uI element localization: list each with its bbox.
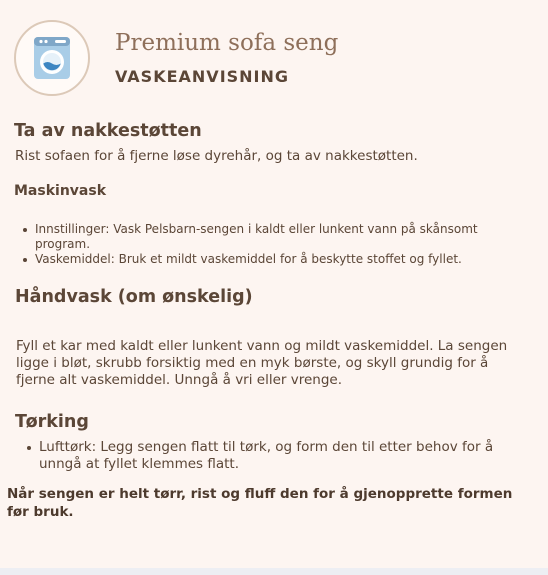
- list-item: Innstillinger: Vask Pelsbarn-sengen i kaldt eller lunkent vann på skånsomt program.: [15, 222, 485, 252]
- list-item: Vaskemiddel: Bruk et mildt vaskemiddel for å beskytte stoffet og fyllet.: [15, 252, 485, 267]
- product-title: Premium sofa seng: [115, 30, 339, 56]
- section-heading-drying: Tørking: [15, 412, 89, 432]
- machine-list: [15, 222, 485, 267]
- footer-note: Når sengen er helt tørr, rist og fluff den for å gjenopprette formen før bruk.: [7, 486, 513, 520]
- page-subtitle: VASKEANVISNING: [115, 67, 290, 86]
- section-heading-hand: Håndvask (om ønskelig): [15, 287, 253, 307]
- washing-machine-icon: [33, 36, 71, 80]
- drying-list: [19, 439, 509, 473]
- section-text-hand: Fyll et kar med kaldt eller lunkent vann og mildt vaskemiddel. La sengen ligge i bløt, skrubb forsiktig med en myk børste, og skyll grundig for å fjerne alt vaskemiddel. Unngå å vri eller vrenge.: [16, 338, 508, 388]
- list-item: Lufttørk: Legg sengen flatt til tørk, og form den til etter behov for å unngå at fyllet klemmes flatt.: [19, 439, 509, 473]
- section-text-neck: Rist sofaen for å fjerne løse dyrehår, og ta av nakkestøtten.: [15, 148, 418, 164]
- washing-machine-badge: [14, 20, 90, 96]
- section-heading-neck: Ta av nakkestøtten: [14, 121, 202, 141]
- section-heading-machine: Maskinvask: [14, 183, 107, 199]
